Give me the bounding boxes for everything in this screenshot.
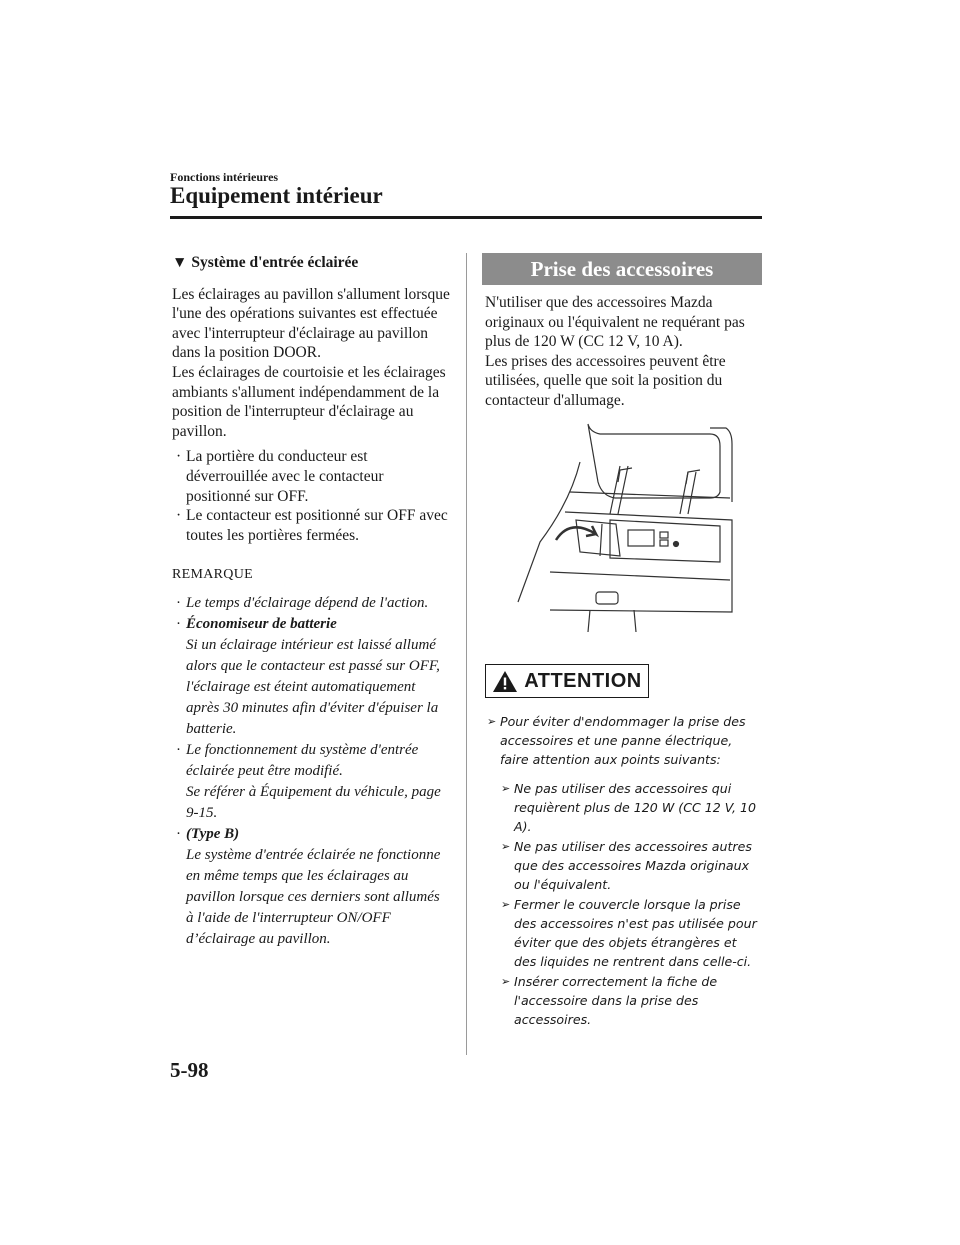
note-text: Le système d'entrée éclairée ne fonctionne en même temps que les éclairages au pavillon lorsque ces derniers sont allumés à l'aide de l'interrupteur ON/OFF d’éclairage au pavillon. (186, 846, 441, 947)
attention-label: ATTENTION (524, 669, 642, 692)
list-item-text: Le contacteur est positionné sur OFF avec toutes les portières fermées. (186, 507, 448, 544)
note-text: Le fonctionnement du système d'entrée éclairée peut être modifié. (186, 741, 419, 779)
left-column (172, 253, 450, 950)
section-label: Fonctions intérieures (170, 170, 279, 184)
arrow-bullet-icon: ➢ (501, 840, 511, 853)
note-title: Économiseur de batterie (186, 615, 337, 632)
arrow-bullet-icon: ➢ (487, 715, 497, 728)
caution-subitem (501, 895, 762, 971)
arrow-bullet-icon: ➢ (501, 975, 511, 988)
header-rule (170, 216, 762, 219)
caution-text: Ne pas utiliser des accessoires qui requièrent plus de 120 W (CC 12 V, 10 A). (514, 781, 757, 834)
right-intro (485, 293, 763, 411)
bullet-dot: · (176, 507, 182, 525)
note-item (172, 614, 450, 740)
caution-item (487, 712, 762, 769)
remarque-heading: REMARQUE (172, 567, 253, 583)
notes-list (172, 593, 450, 950)
section-banner: Prise des accessoires (482, 253, 762, 285)
arrow-bullet-icon: ➢ (501, 782, 511, 795)
chapter-title: Equipement intérieur (170, 183, 383, 208)
note-item (172, 824, 450, 950)
bullet-dot: · (176, 615, 181, 632)
caution-text: Pour éviter d'endommager la prise des accessoires et une panne électrique, faire attention aux points suivants: (500, 714, 746, 767)
note-item (172, 593, 450, 614)
caution-text: Insérer correctement la fiche de l'accessoire dans la prise des accessoires. (514, 974, 718, 1027)
paragraph: Les éclairages de courtoisie et les éclairages ambiants s'allument indépendamment de la position de l'interrupteur d'éclairage au pavillon. (172, 363, 446, 440)
attention-box (485, 664, 649, 698)
list-item-text: La portière du conducteur est déverrouillée avec le contacteur positionné sur OFF. (186, 448, 384, 505)
paragraph: N'utiliser que des accessoires Mazda originaux ou l'équivalent ne requérant pas plus de 120 W (CC 12 V, 10 A). (485, 294, 745, 351)
caution-block (487, 712, 762, 1030)
bullet-dot: · (176, 594, 181, 611)
warning-triangle-icon (492, 670, 518, 693)
page-reference: Se référer à Équipement du véhicule, page 9-15. (186, 783, 441, 821)
triangle-down-icon: ▼ (172, 254, 188, 271)
caution-sublist (487, 779, 762, 1029)
bullet-dot: · (176, 825, 181, 842)
caution-text: Fermer le couvercle lorsque la prise des accessoires n'est pas utilisée pour éviter que des objets étrangères et des liquides ne rentrent dans celle-ci. (514, 897, 757, 969)
caution-subitem (501, 779, 762, 836)
arrow-bullet-icon: ➢ (501, 898, 511, 911)
subsection-heading (172, 253, 450, 273)
accessory-socket-illustration (510, 422, 738, 632)
bullet-dot: · (176, 448, 182, 466)
paragraph: Les éclairages au pavillon s'allument lorsque l'une des opérations suivantes est effectuée avec l'interrupteur d'éclairage au pavillon dans la position DOOR. (172, 285, 450, 362)
bullet-list (172, 447, 450, 545)
subsection-heading-text: Système d'entrée éclairée (191, 254, 359, 271)
note-title: (Type B) (186, 825, 240, 842)
note-item (172, 740, 450, 824)
note-text: Si un éclairage intérieur est laissé allumé alors que le contacteur est passé sur OFF, l'éclairage est éteint automatiquement après 30 minutes afin d'éviter d'épuiser la batterie. (186, 636, 440, 737)
paragraph: Les prises des accessoires peuvent être utilisées, quelle que soit la position du contacteur d'allumage. (485, 352, 726, 409)
list-item (172, 447, 450, 506)
column-divider (466, 253, 467, 1055)
note-text: Le temps d'éclairage dépend de l'action. (186, 594, 429, 611)
page-number: 5-98 (170, 1058, 209, 1082)
caution-subitem (501, 837, 762, 894)
list-item (172, 506, 450, 545)
bullet-dot: · (176, 741, 181, 758)
caution-subitem (501, 972, 762, 1029)
caution-text: Ne pas utiliser des accessoires autres que des accessoires Mazda originaux ou l'équivalent. (514, 839, 752, 892)
